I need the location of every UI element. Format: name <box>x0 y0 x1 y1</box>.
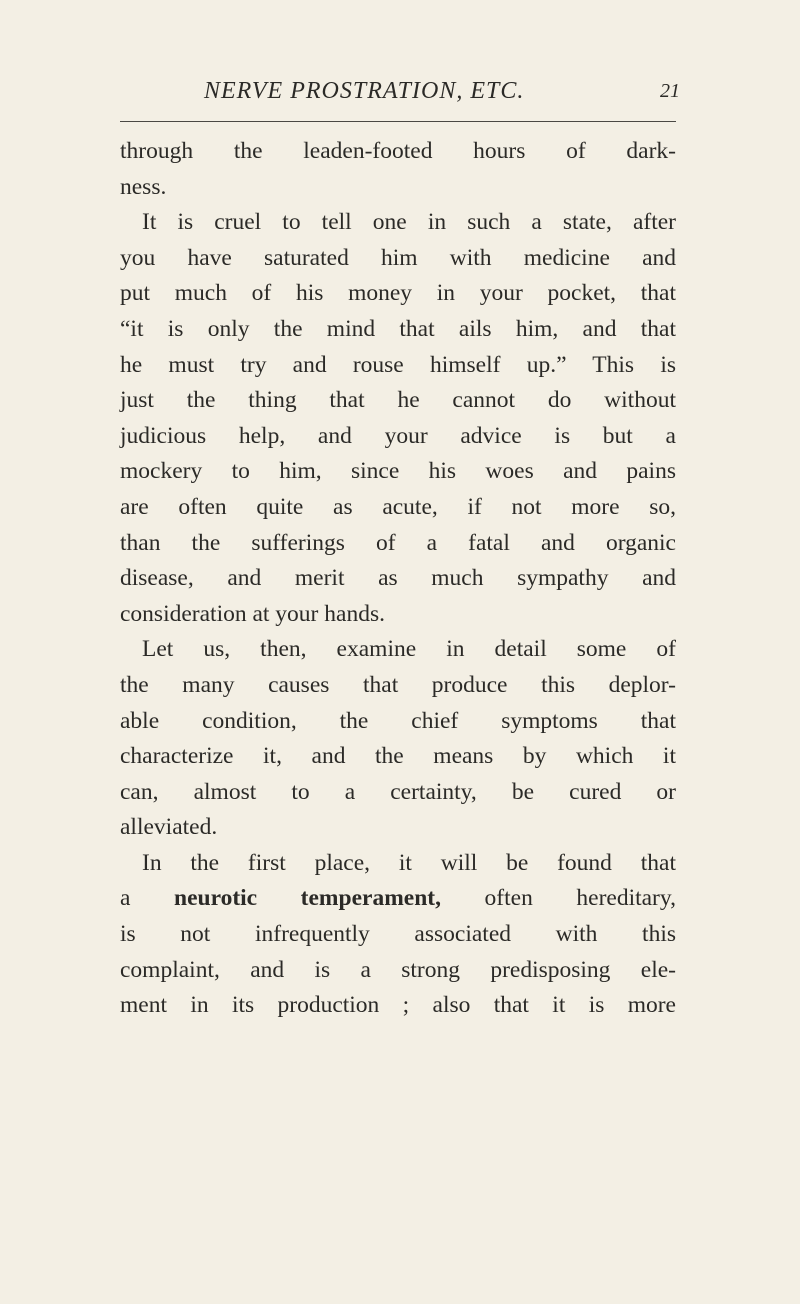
text-line: able condition, the chief symptoms that <box>120 707 676 734</box>
body-text <box>120 134 676 1024</box>
text-line: are often quite as acute, if not more so, <box>120 493 676 520</box>
text-fragment: a <box>120 885 174 912</box>
text-line: mockery to him, since his woes and pains <box>120 458 676 485</box>
text-line: judicious help, and your advice is but a <box>120 422 676 449</box>
bold-phrase-neurotic-temperament: neurotic temperament, <box>174 885 441 912</box>
text-line: you have saturated him with medicine and <box>120 244 676 271</box>
page-number: 21 <box>660 80 680 102</box>
text-line-emphasis <box>120 881 676 917</box>
text-line: through the leaden-footed hours of dark- <box>120 138 676 164</box>
text-line: than the sufferings of a fatal and organic <box>120 529 676 556</box>
text-line: just the thing that he cannot do without <box>120 387 676 414</box>
text-line: disease, and merit as much sympathy and <box>120 565 676 592</box>
text-line: consideration at your hands. <box>120 600 385 627</box>
text-line: ness. <box>120 173 167 200</box>
text-line: can, almost to a certainty, be cured or <box>120 778 676 805</box>
running-head <box>120 78 680 112</box>
header-rule <box>120 121 676 122</box>
text-line: alleviated. <box>120 814 218 841</box>
text-line: In the first place, it will be found that <box>142 849 676 876</box>
text-line: the many causes that produce this deplor- <box>120 671 676 698</box>
text-fragment: often hereditary, <box>440 885 676 912</box>
text-line: characterize it, and the means by which it <box>120 743 676 770</box>
text-line: put much of his money in your pocket, that <box>120 280 676 307</box>
text-line: ment in its production ; also that it is more <box>120 992 676 1019</box>
text-line: complaint, and is a strong predisposing ele- <box>120 956 676 983</box>
text-line: Let us, then, examine in detail some of <box>142 636 676 663</box>
running-title: NERVE PROSTRATION, ETC. <box>204 78 525 104</box>
text-line: is not infrequently associated with this <box>120 921 676 948</box>
text-line: It is cruel to tell one in such a state, after <box>142 209 676 236</box>
text-line: “it is only the mind that ails him, and that <box>120 315 676 342</box>
text-line: he must try and rouse himself up.” This is <box>120 351 676 378</box>
